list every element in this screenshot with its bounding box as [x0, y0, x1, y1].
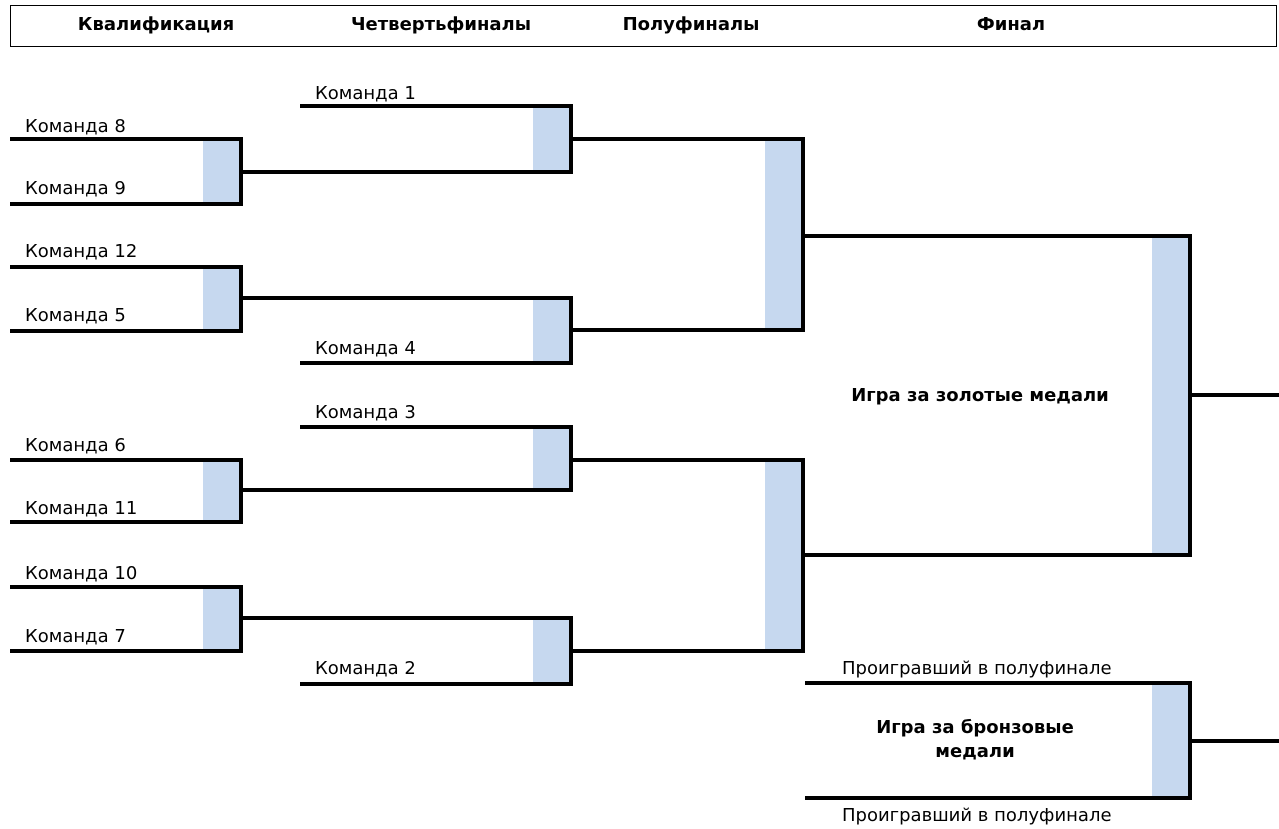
score-cell[interactable] — [203, 141, 239, 202]
team-2-label: Команда 2 — [315, 658, 416, 679]
semifinal-loser-line-bottom — [805, 796, 1192, 800]
team-5-line — [10, 329, 243, 333]
winner-line — [239, 170, 573, 174]
score-cell[interactable] — [1152, 685, 1188, 796]
winner-line — [239, 616, 573, 620]
score-cell[interactable] — [533, 108, 569, 170]
bracket-header — [10, 5, 1277, 47]
team-1-label: Команда 1 — [315, 83, 416, 104]
header-qualification: Квалификация — [77, 14, 235, 35]
semifinal-loser-line-top — [805, 681, 1192, 685]
team-12-label: Команда 12 — [25, 241, 138, 262]
bronze-winner-line — [1188, 739, 1279, 743]
score-cell[interactable] — [533, 300, 569, 361]
semifinal-loser-label-bottom: Проигравший в полуфинале — [842, 805, 1112, 826]
team-5-label: Команда 5 — [25, 305, 126, 326]
finalist-line — [801, 234, 1192, 238]
team-7-label: Команда 7 — [25, 626, 126, 647]
team-4-label: Команда 4 — [315, 338, 416, 359]
winner-line — [569, 649, 805, 653]
semifinal-loser-label-top: Проигравший в полуфинале — [842, 658, 1112, 679]
winner-line — [239, 296, 573, 300]
finalist-line — [801, 553, 1192, 557]
score-cell[interactable] — [203, 269, 239, 329]
winner-line — [569, 328, 805, 332]
team-7-line — [10, 649, 243, 653]
team-6-label: Команда 6 — [25, 435, 126, 456]
champion-line — [1188, 393, 1279, 397]
team-3-label: Команда 3 — [315, 402, 416, 423]
team-11-line — [10, 520, 243, 524]
score-cell[interactable] — [533, 620, 569, 682]
bronze-game-label: Игра за бронзовые медали — [876, 717, 1074, 762]
header-quarterfinals: Четвертьфиналы — [351, 14, 531, 35]
score-cell[interactable] — [533, 429, 569, 488]
team-8-label: Команда 8 — [25, 116, 126, 137]
team-2-line — [300, 682, 573, 686]
team-9-line — [10, 202, 243, 206]
score-cell[interactable] — [203, 462, 239, 520]
score-cell[interactable] — [203, 589, 239, 649]
header-final: Финал — [976, 14, 1046, 35]
gold-game-label: Игра за золотые медали — [851, 385, 1109, 406]
header-semifinals: Полуфиналы — [622, 14, 760, 35]
team-9-label: Команда 9 — [25, 178, 126, 199]
team-10-label: Команда 10 — [25, 563, 138, 584]
team-4-line — [300, 361, 573, 365]
score-cell[interactable] — [765, 141, 801, 328]
team-11-label: Команда 11 — [25, 498, 138, 519]
score-cell[interactable] — [765, 462, 801, 649]
winner-line — [239, 488, 573, 492]
score-cell[interactable] — [1152, 238, 1188, 553]
